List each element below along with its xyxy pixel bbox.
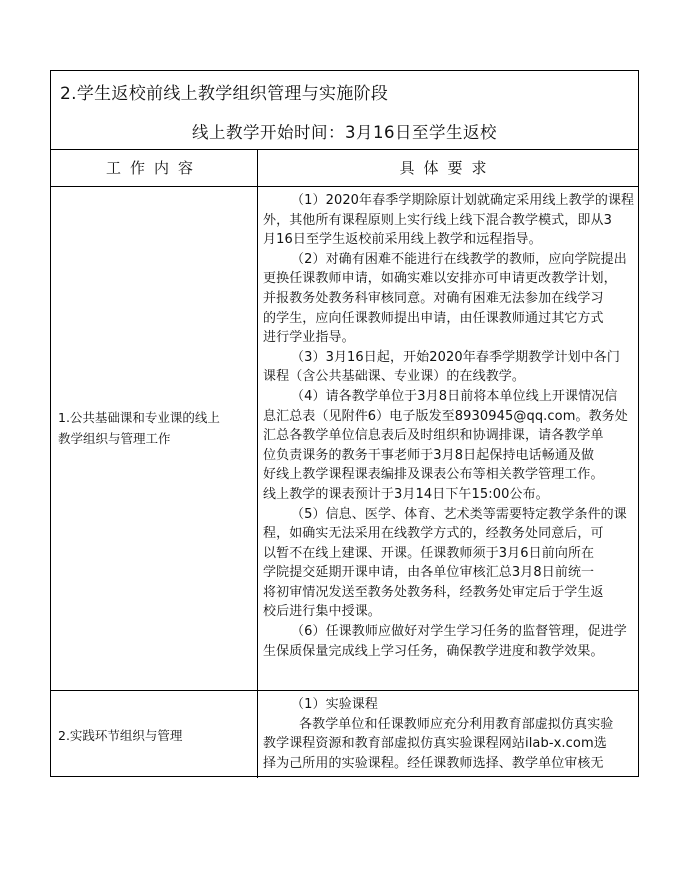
section-title: 2.学生返校前线上教学组织管理与实施阶段 (60, 84, 389, 104)
text-line: 外，其他所有课程原则上实行线上线下混合教学模式，即从3 (263, 212, 612, 228)
text-line: 位负责课务的教务干事老师于3月8日起保持电话畅通及做 (263, 447, 595, 463)
header-work-content: 工作内容 (105, 159, 202, 177)
text-line: 学院提交延期开课申请，由各单位审核汇总3月8日前统一 (263, 565, 595, 581)
table-divider (51, 186, 638, 187)
header-requirements: 具体要求 (399, 159, 496, 177)
text-line: （5）信息、医学、体育、艺术类等需要特定教学条件的课 (291, 506, 627, 522)
text-line: （2）对确有困难不能进行在线教学的教师，应向学院提出 (291, 251, 627, 267)
column-divider (257, 149, 258, 778)
text-line: 校后进行集中授课。 (263, 604, 381, 620)
text-line: 的学生，应向任课教师提出申请，由任课教师通过其它方式 (263, 310, 604, 326)
text-line: 程，如确实无法采用在线教学方式的，经教务处同意后，可 (263, 526, 604, 542)
text-line: 教学课程资源和教育部虚拟仿真实验课程网站ilab-x.com选 (263, 736, 607, 752)
row-requirements (263, 191, 638, 661)
row-requirements (263, 695, 638, 773)
text-line: 择为己所用的实验课程。经任课教师选择、教学单位审核无 (263, 755, 604, 771)
table-divider (51, 690, 638, 691)
text-line: 将初审情况发送至教务处教务科，经教务处审定后于学生返 (263, 584, 604, 600)
text-line: 生保质保量完成线上学习任务，确保教学进度和教学效果。 (263, 643, 604, 659)
text-line: （4）请各教学单位于3月8日前将本单位线上开课情况信 (291, 388, 618, 404)
section-subtitle: 线上教学开始时间：3月16日至学生返校 (192, 123, 497, 142)
text-line: （1）2020年春季学期除原计划就确定采用线上教学的课程 (291, 193, 635, 208)
text-line: 课程（含公共基础课、专业课）的在线教学。 (263, 369, 526, 385)
item-line: 教学组织与管理工作 (58, 431, 171, 446)
text-line: 月16日至学生返校前采用线上教学和远程指导。 (263, 232, 542, 248)
text-line: 进行学业指导。 (263, 330, 355, 346)
text-line: 更换任课教师申请，如确实难以安排亦可申请更改教学计划， (263, 271, 617, 287)
plan-table (50, 70, 639, 777)
item-line: 1.公共基础课和专业课的线上 (58, 410, 220, 425)
text-line: 并报教务处教务科审核同意。对确有困难无法参加在线学习 (263, 290, 604, 306)
row-item-title (58, 407, 220, 449)
table-divider (51, 149, 638, 150)
text-line: 好线上教学课程课表编排及课表公布等相关教学管理工作。 (263, 467, 604, 483)
text-line: 息汇总表（见附件6）电子版发至8930945@qq.com。教务处 (263, 408, 628, 424)
item-line: 2.实践环节组织与管理 (58, 728, 183, 743)
text-line: 线上教学的课表预计于3月14日下午15:00公布。 (263, 486, 549, 502)
text-line: 各教学单位和任课教师应充分利用教育部虚拟仿真实验 (299, 716, 614, 732)
row-item-title (58, 725, 182, 746)
text-line: （6）任课教师应做好对学生学习任务的监督管理，促进学 (291, 624, 627, 640)
text-line: （3）3月16日起，开始2020年春季学期教学计划中各门 (291, 349, 620, 365)
text-line: （1）实验课程 (291, 697, 378, 712)
text-line: 以暂不在线上建课、开课。任课教师须于3月6日前向所在 (263, 545, 595, 561)
text-line: 汇总各教学单位信息表后及时组织和协调排课，请各教学单 (263, 428, 604, 444)
